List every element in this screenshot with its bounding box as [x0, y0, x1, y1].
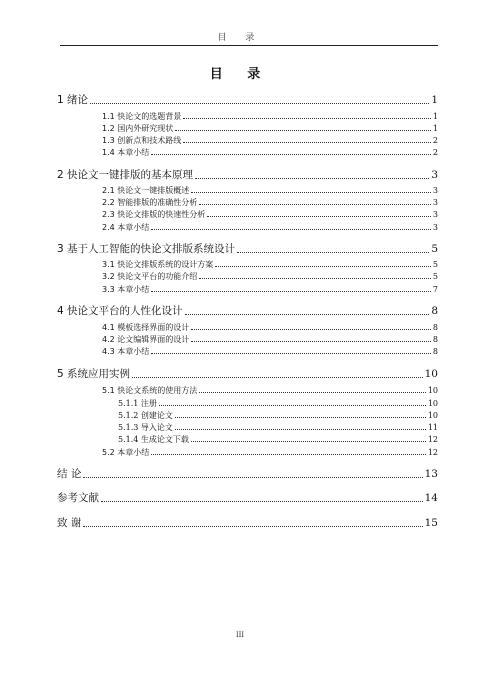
toc-entry[interactable] [57, 95, 438, 106]
toc-entry[interactable] [102, 449, 438, 457]
toc-entry-page: 5 [432, 272, 438, 281]
toc-entry[interactable] [102, 387, 438, 395]
toc-entry-page: 11 [427, 423, 438, 432]
toc-entry-page: 5 [431, 243, 438, 255]
toc-entry[interactable] [57, 306, 438, 317]
toc-entry-page: 10 [427, 386, 438, 395]
toc-entry-title: 2.1 快论文一键排版概述 [102, 186, 190, 195]
toc-entry[interactable] [118, 424, 438, 432]
toc-leader-dots [151, 291, 431, 292]
toc-entry-title: 1.1 快论文的选题背景 [102, 112, 182, 121]
toc-leader-dots [151, 229, 431, 230]
toc-entry-page: 10 [427, 411, 438, 420]
toc-entry-page: 10 [427, 399, 438, 408]
toc-entry-title: 1.2 国内外研究现状 [102, 124, 174, 133]
toc-leader-dots [191, 341, 431, 342]
toc-entry-title: 5.1.4 生成论文下载 [118, 435, 189, 444]
toc-entry[interactable] [118, 436, 438, 444]
toc-entry-title: 3.1 快论文排版系统的设计方案 [102, 260, 214, 269]
toc-entry-title: 1 绪论 [57, 94, 89, 106]
toc-entry-page: 8 [431, 305, 438, 317]
toc-leader-dots [215, 266, 431, 267]
toc-entry-title: 1.3 创新点和技术路线 [102, 136, 182, 145]
toc-entry[interactable] [102, 324, 438, 332]
toc-leader-dots [237, 252, 429, 253]
toc-entry-page: 3 [432, 223, 438, 232]
toc-entry-title: 5.2 本章小结 [102, 448, 150, 457]
header-rule [60, 45, 438, 46]
toc-entry-title: 4 快论文平台的人性化设计 [57, 305, 183, 317]
toc-entry-page: 3 [432, 198, 438, 207]
running-header: 目 录 [217, 33, 263, 43]
toc-entry[interactable] [102, 273, 438, 281]
toc-entry[interactable] [102, 199, 438, 207]
toc-entry-title: 5.1 快论文系统的使用方法 [102, 386, 198, 395]
toc-leader-dots [83, 526, 422, 527]
toc-entry-page: 3 [432, 210, 438, 219]
toc-entry[interactable] [57, 518, 438, 529]
toc-entry[interactable] [102, 149, 438, 157]
toc-entry-title: 1.4 本章小结 [102, 148, 150, 157]
toc-leader-dots [175, 130, 431, 131]
toc-entry[interactable] [57, 493, 438, 504]
toc-entry-title: 4.1 模板选择界面的设计 [102, 323, 190, 332]
toc-leader-dots [185, 314, 430, 315]
toc-entry[interactable] [57, 244, 438, 255]
toc-entry-page: 13 [424, 468, 438, 480]
toc-entry-page: 8 [432, 323, 438, 332]
toc-entry-title: 3.3 本章小结 [102, 285, 150, 294]
toc-entry-title: 3.2 快论文平台的功能介绍 [102, 272, 198, 281]
toc-entry-page: 1 [432, 124, 438, 133]
toc-leader-dots [175, 429, 426, 430]
toc-entry-page: 2 [432, 136, 438, 145]
toc-leader-dots [207, 216, 431, 217]
toc-leader-dots [195, 178, 429, 179]
toc-title: 目 录 [209, 67, 271, 82]
toc-entry-page: 8 [432, 335, 438, 344]
toc-entry-page: 14 [424, 492, 438, 504]
toc-entry-page: 15 [424, 517, 438, 529]
toc-entry-title: 2.2 智能排版的准确性分析 [102, 198, 198, 207]
toc-entry-title: 4.3 本章小结 [102, 347, 150, 356]
toc-entry-title: 参考文献 [57, 492, 99, 504]
toc-entry[interactable] [102, 211, 438, 219]
toc-entry-title: 2.3 快论文排版的快速性分析 [102, 210, 206, 219]
toc-entry-page: 12 [427, 448, 438, 457]
toc-leader-dots [199, 392, 426, 393]
toc-entry-title: 致 谢 [57, 517, 82, 529]
toc-entry-title: 5.1.1 注册 [118, 399, 157, 408]
toc-entry[interactable] [118, 400, 438, 408]
toc-entry-page: 2 [432, 148, 438, 157]
toc-leader-dots [191, 441, 426, 442]
toc-entry-title: 5 系统应用实例 [57, 368, 131, 380]
toc-leader-dots [151, 454, 426, 455]
toc-entry-page: 3 [432, 186, 438, 195]
toc-entry-title: 2 快论文一键排版的基本原理 [57, 169, 194, 181]
toc-entry-page: 12 [427, 435, 438, 444]
toc-entry[interactable] [102, 224, 438, 232]
toc-leader-dots [175, 417, 426, 418]
toc-entry-title: 4.2 论文编辑界面的设计 [102, 335, 190, 344]
toc-entry-title: 结 论 [57, 468, 82, 480]
toc-entry-title: 5.1.2 创建论文 [118, 411, 173, 420]
toc-entry[interactable] [102, 286, 438, 294]
toc-entry[interactable] [57, 369, 438, 380]
toc-leader-dots [101, 501, 423, 502]
toc-entry-title: 2.4 本章小结 [102, 223, 150, 232]
toc-entry[interactable] [102, 137, 438, 145]
toc-leader-dots [191, 329, 431, 330]
toc-entry-title: 3 基于人工智能的快论文排版系统设计 [57, 243, 236, 255]
toc-entry[interactable] [102, 125, 438, 133]
page-number: III [235, 631, 245, 639]
toc-leader-dots [159, 405, 426, 406]
toc-entry[interactable] [102, 187, 438, 195]
toc-leader-dots [199, 204, 431, 205]
toc-leader-dots [132, 377, 423, 378]
toc-leader-dots [151, 154, 431, 155]
toc-leader-dots [151, 353, 431, 354]
toc-leader-dots [83, 477, 422, 478]
toc-leader-dots [183, 142, 431, 143]
toc-entry[interactable] [57, 170, 438, 181]
toc-leader-dots [90, 103, 429, 104]
toc-entry-page: 7 [432, 285, 438, 294]
toc-entry-page: 10 [424, 368, 438, 380]
toc-leader-dots [191, 192, 431, 193]
toc-entry[interactable] [57, 469, 438, 480]
toc-entry-page: 8 [432, 347, 438, 356]
toc-entry[interactable] [102, 261, 438, 269]
toc-entry[interactable] [118, 412, 438, 420]
toc-leader-dots [199, 278, 431, 279]
toc-entry-page: 1 [432, 112, 438, 121]
toc-entry[interactable] [102, 348, 438, 356]
toc-entry-page: 1 [431, 94, 438, 106]
toc-entry[interactable] [102, 336, 438, 344]
toc-entry-page: 5 [432, 260, 438, 269]
toc-entry-title: 5.1.3 导入论文 [118, 423, 173, 432]
toc-entry[interactable] [102, 113, 438, 121]
toc-leader-dots [183, 118, 431, 119]
toc-entry-page: 3 [431, 169, 438, 181]
